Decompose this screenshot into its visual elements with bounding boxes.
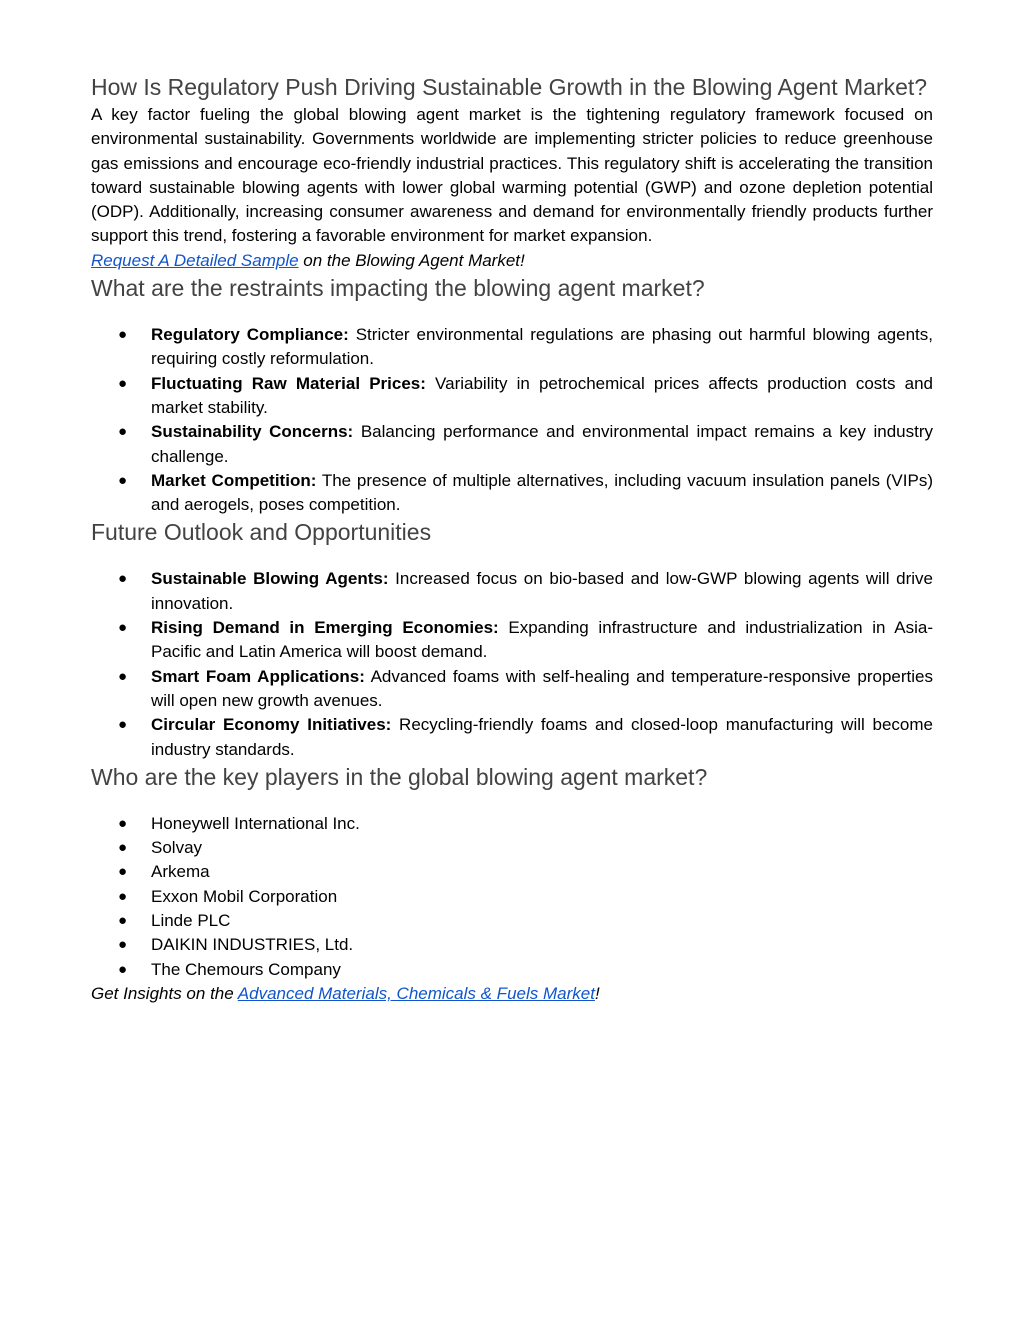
list-item [118,933,933,957]
list-item [118,469,933,518]
outlook-list [91,567,933,761]
bullet-icon: ● [118,471,128,489]
list-item [118,420,933,469]
company-name: Arkema [151,862,210,882]
company-name: Solvay [151,838,203,858]
list-item [118,323,933,372]
bullet-icon: ● [118,936,128,954]
company-name: DAIKIN INDUSTRIES, Ltd. [151,935,354,955]
list-item-text: Balancing performance and environmental impact remains a key industry challenge. [151,422,933,466]
bullet-icon: ● [118,839,128,857]
list-item-text: Increased focus on bio-based and low-GWP blowing agents will drive innovation. [151,569,934,613]
list-item [118,567,934,616]
list-item-title: Market Competition: [151,470,317,490]
list-item-text: Stricter environmental regulations are phasing out harmful blowing agents, requiring costly reformulation. [151,325,933,369]
list-item-text: The presence of multiple alternatives, including vacuum insulation panels (VIPs) and aerogels, poses competition. [151,470,933,515]
heading-future-outlook: Future Outlook and Opportunities [91,519,432,546]
list-item [118,372,933,421]
list-item-text: Variability in petrochemical prices affects production costs and market stability. [151,373,933,417]
company-name: Linde PLC [151,911,231,931]
bullet-icon: ● [118,326,128,344]
company-name: Exxon Mobil Corporation [151,886,338,906]
insights-suffix-text: ! [594,983,600,1003]
bullet-icon: ● [118,619,128,637]
list-item [118,909,933,933]
list-item [118,958,933,982]
list-item-text: Recycling-friendly foams and closed-loop manufacturing will become industry standards. [151,715,933,759]
list-item-title: Fluctuating Raw Material Prices: [151,373,426,393]
bullet-icon: ● [118,423,128,441]
list-item [118,836,933,860]
key-players-list [91,812,933,982]
list-item [118,885,933,909]
list-item [118,812,933,836]
list-item-title: Circular Economy Initiatives: [151,715,392,735]
list-item [118,860,933,884]
insights-prefix-text: Get Insights on the [91,983,238,1003]
bullet-icon: ● [118,887,128,905]
advanced-materials-market-link[interactable]: Advanced Materials, Chemicals & Fuels Market [237,983,595,1003]
list-item-title: Sustainable Blowing Agents: [151,569,389,589]
sample-request-line [91,249,933,273]
heading-regulatory-push: How Is Regulatory Push Driving Sustainable Growth in the Blowing Agent Market? [91,74,928,100]
heading-restraints: What are the restraints impacting the blowing agent market? [91,275,705,302]
bullet-icon: ● [118,374,128,392]
request-sample-link[interactable]: Request A Detailed Sample [91,250,299,270]
list-item-title: Smart Foam Applications: [151,666,365,686]
paragraph-regulatory-intro: A key factor fueling the global blowing agent market is the tightening regulatory framework focused on environmental sustainability. Governments worldwide are implementing stricter policies to reduce greenhouse gas emissions and encourage eco-friendly industrial practices. This regulatory shift is accelerating the transition toward sustainable blowing agents with lower global warming potential (GWP) and ozone depletion potential (ODP). Additionally, increasing consumer awareness and demand for environmentally friendly products further support this trend, fostering a favorable environment for market expansion. [91,105,933,246]
list-item [118,665,933,714]
bullet-icon: ● [118,912,128,930]
list-item-text: Advanced foams with self-healing and temperature-responsive properties will open new growth avenues. [151,666,933,710]
bullet-icon: ● [118,570,128,588]
insights-line [91,982,933,1006]
list-item [118,713,933,762]
list-item-title: Sustainability Concerns: [151,422,354,442]
company-name: Honeywell International Inc. [151,813,360,833]
list-item-text: Expanding infrastructure and industrialization in Asia-Pacific and Latin America will boost demand. [151,618,933,662]
bullet-icon: ● [118,716,128,734]
list-item [118,616,933,665]
list-item-title: Rising Demand in Emerging Economies: [151,618,499,638]
heading-key-players: Who are the key players in the global blowing agent market? [91,763,708,790]
bullet-icon: ● [118,814,128,832]
restraints-list [91,323,933,517]
sample-suffix-text: on the Blowing Agent Market! [298,250,525,270]
bullet-icon: ● [118,960,128,978]
company-name: The Chemours Company [151,959,341,979]
bullet-icon: ● [118,863,128,881]
bullet-icon: ● [118,667,128,685]
list-item-title: Regulatory Compliance: [151,325,349,345]
